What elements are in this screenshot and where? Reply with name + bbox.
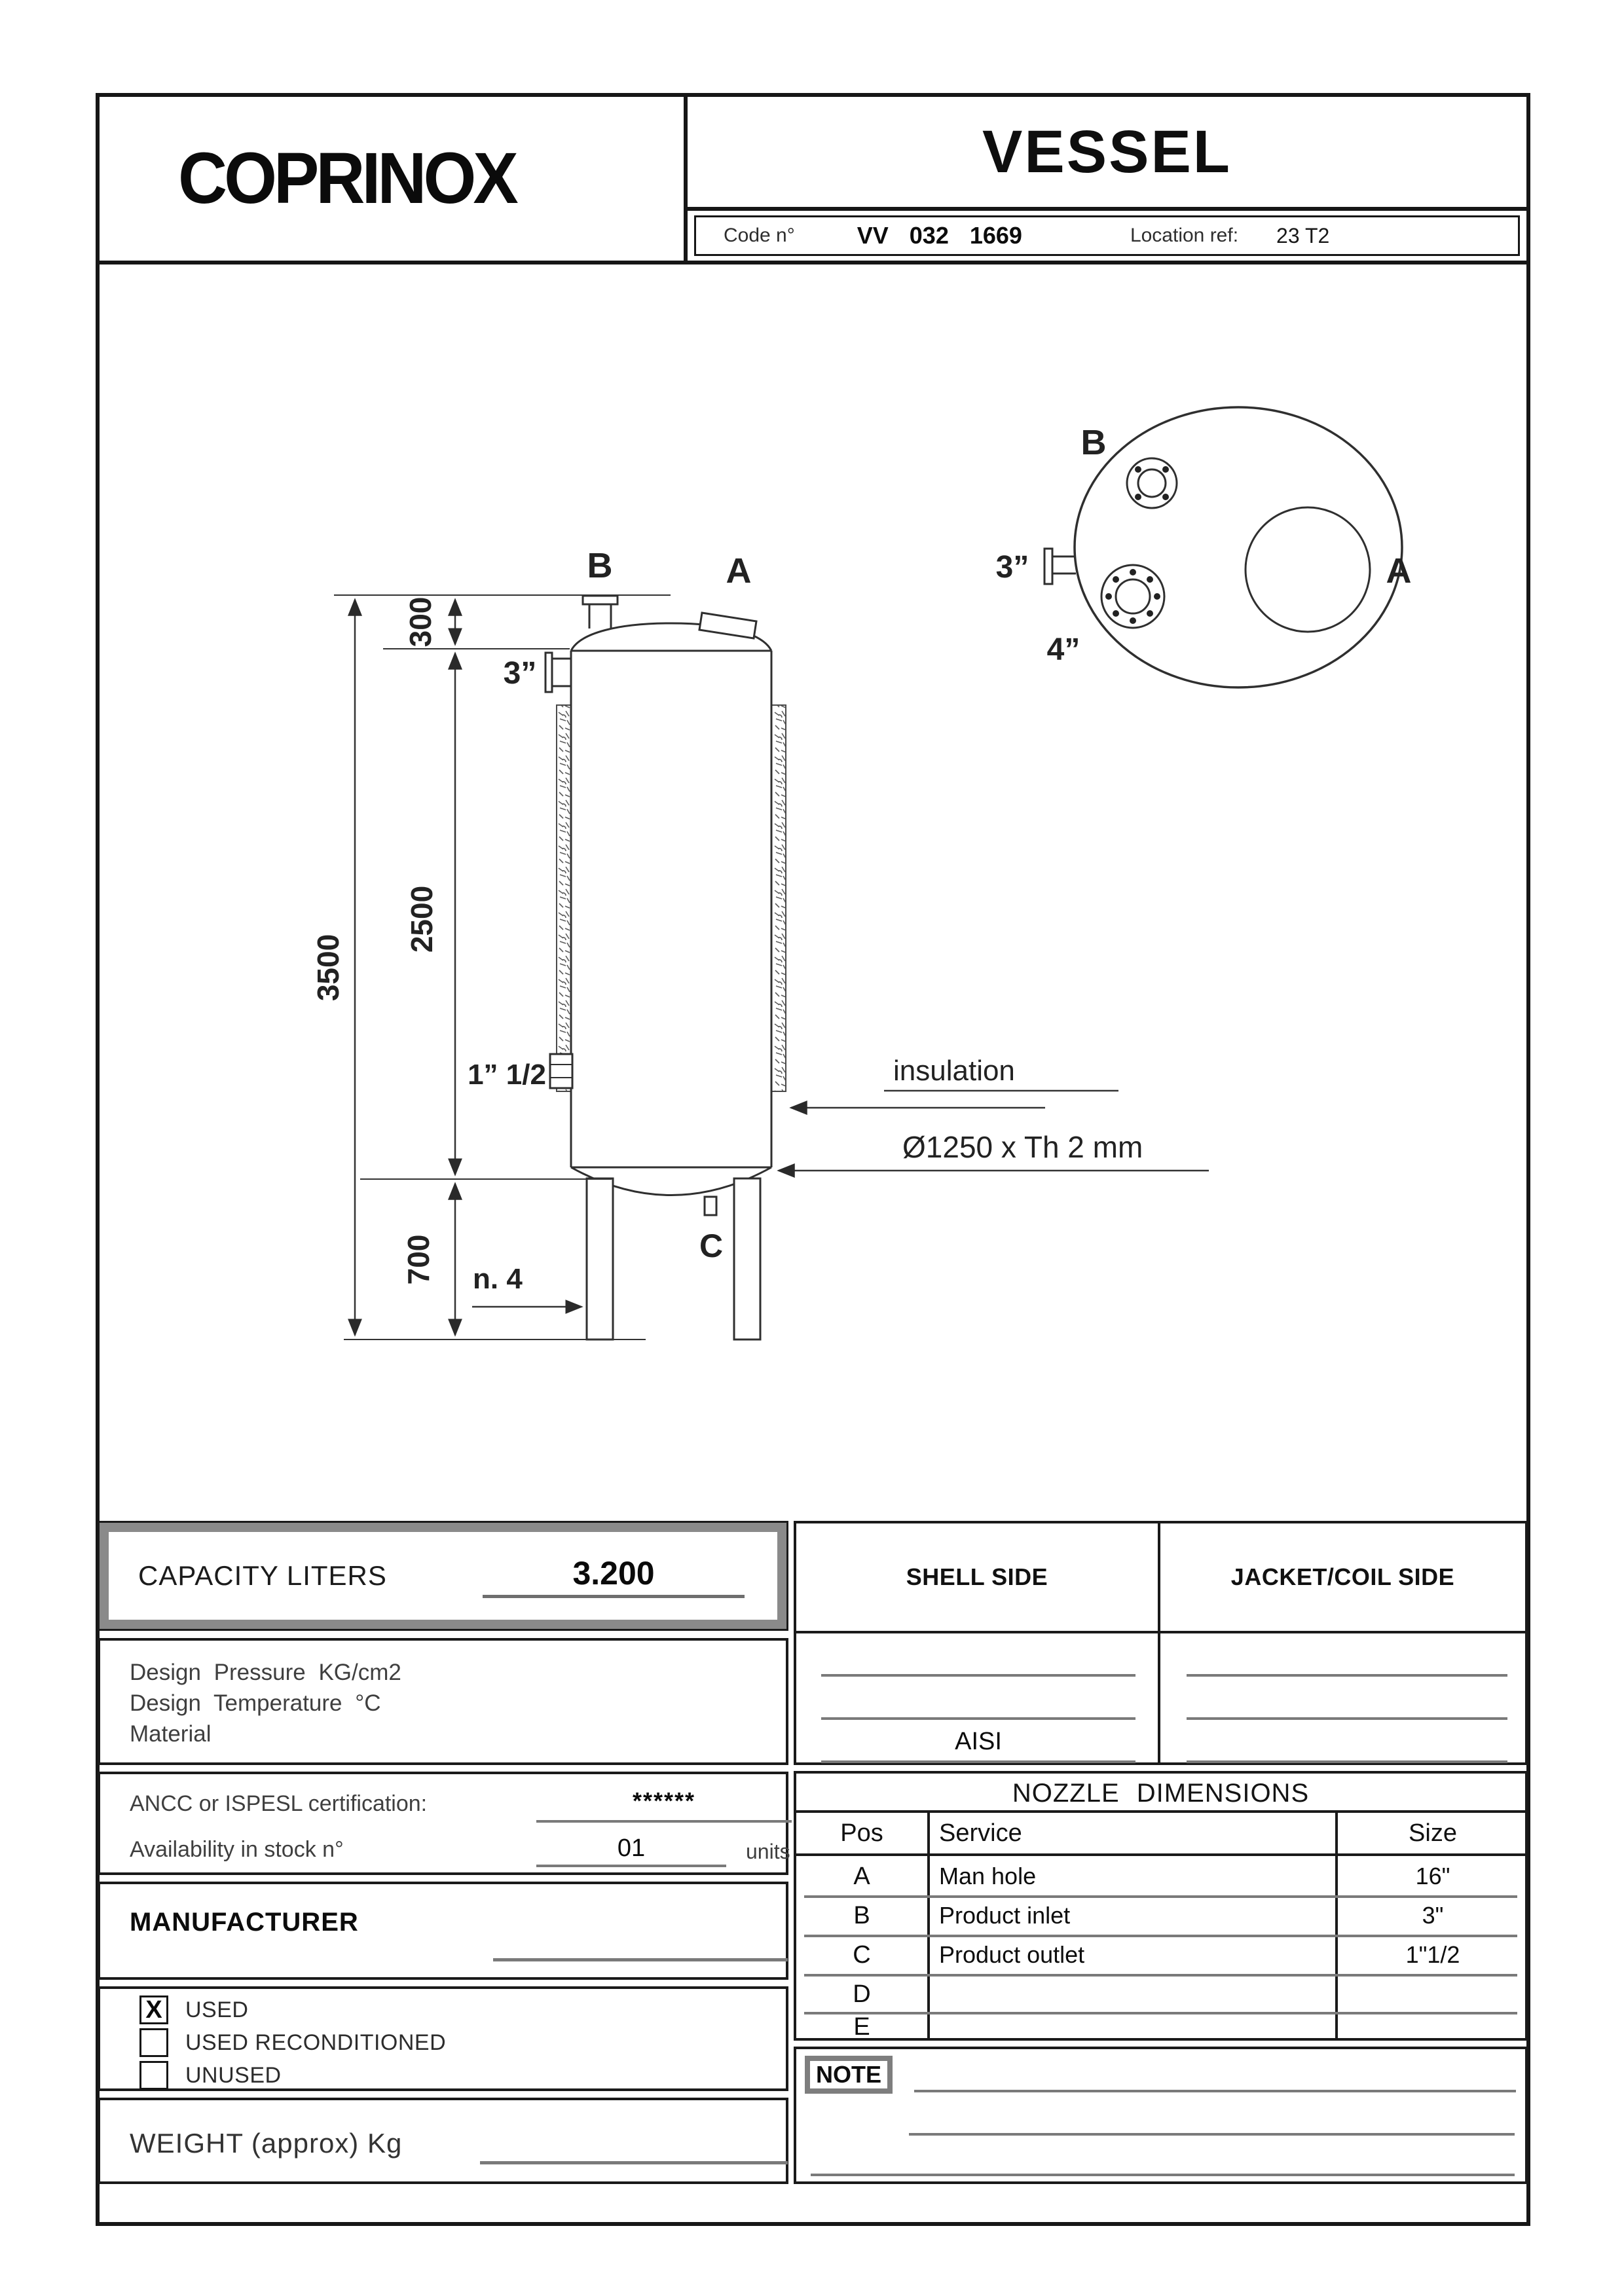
sides-table (794, 1521, 1528, 1765)
page-title: VESSEL (982, 118, 1232, 185)
condition-row-unused (139, 2061, 282, 2090)
jacket-pressure-line (1187, 1674, 1507, 1677)
certification-label: ANCC or ISPESL certification: (130, 1791, 428, 1816)
material-label: Material (130, 1721, 212, 1747)
nozzle-table-title: NOZZLE DIMENSIONS (1012, 1779, 1310, 1808)
vessel-leg-left (587, 1178, 613, 1339)
b-flange-bolts (1135, 466, 1169, 500)
design-temperature-label: Design Temperature °C (130, 1690, 381, 1716)
checkbox-unused-label: UNUSED (185, 2062, 282, 2088)
nozzle-row-size: 16" (1415, 1863, 1450, 1889)
capacity-box (98, 1521, 788, 1631)
checkbox-used-reconditioned[interactable] (139, 2028, 168, 2057)
certification-fill-line (536, 1820, 792, 1823)
insulation-strip-right (771, 705, 786, 1091)
condition-box (98, 1986, 788, 2091)
condition-row-used (139, 1995, 248, 2024)
weight-box (98, 2098, 788, 2184)
manufacturer-label: MANUFACTURER (130, 1908, 359, 1937)
vessel-leg-right (734, 1178, 760, 1339)
checkbox-used-reconditioned-label: USED RECONDITIONED (185, 2030, 447, 2055)
dim-700-label: 700 (401, 1234, 435, 1285)
note-label: NOTE (805, 2056, 893, 2094)
note-line-1 (914, 2090, 1516, 2092)
nozzle-row-pos: A (853, 1863, 870, 1890)
dim-2500-label: 2500 (405, 885, 439, 953)
location-ref-label: Location ref: (1130, 225, 1239, 246)
capacity-inner (109, 1532, 777, 1620)
checkbox-used-label: USED (185, 1997, 249, 2022)
nozzle-row-pos: E (853, 2013, 870, 2041)
four-inch-flange-bolts (1105, 569, 1160, 624)
stock-label: Availability in stock n° (130, 1837, 344, 1862)
nozzle-row-service (939, 1979, 1319, 2009)
jacket-temperature-line (1187, 1717, 1507, 1720)
top-view-labels (996, 423, 1412, 667)
nozzle-row-service: Man hole (939, 1863, 1037, 1889)
nozzle-row-service (939, 2012, 1319, 2042)
shell-side-header: SHELL SIDE (906, 1563, 1048, 1590)
stock-value: 01 (617, 1834, 646, 1862)
nozzle-1half-coupling (550, 1054, 572, 1088)
shell-pressure-line (821, 1674, 1135, 1677)
nozzle-row-size: 1"1/2 (1405, 1941, 1460, 1968)
nozzle-row-size (1338, 1979, 1528, 2009)
nozzle-col-service: Service (939, 1819, 1022, 1847)
checkbox-unused[interactable] (139, 2061, 168, 2090)
code-label: Code n° (724, 225, 795, 246)
nozzle-b-flange (583, 596, 618, 604)
nozzle-row-pos: D (853, 1980, 871, 2008)
insulation-label: insulation (893, 1055, 1015, 1087)
nozzle-row-size (1338, 2012, 1528, 2042)
legs-count-label: n. 4 (473, 1263, 523, 1295)
sides-header-divider (796, 1631, 1525, 1633)
checkbox-used[interactable]: X (139, 1995, 168, 2024)
nozzle-4in-label-top: 4” (1046, 632, 1080, 667)
manufacturer-box (98, 1882, 788, 1980)
manhole-a-top (1246, 507, 1370, 632)
nozzle-b-label-top: B (1080, 423, 1107, 462)
nozzle-1half-label: 1” 1/2 (468, 1059, 546, 1091)
side-view-labels (311, 546, 1143, 1295)
nozzle-c-label: C (699, 1228, 724, 1264)
diameter-label: Ø1250 x Th 2 mm (902, 1130, 1143, 1164)
shell-temperature-line (821, 1717, 1135, 1720)
code-inner-box (694, 215, 1520, 256)
design-parameters-box (98, 1638, 788, 1765)
nozzle-dimensions-table (794, 1771, 1528, 2041)
title-cell (684, 93, 1530, 211)
manhole-a-side (699, 613, 756, 638)
location-ref-value: 23 T2 (1276, 223, 1330, 247)
head-outline (1075, 407, 1402, 687)
insulation-strip-left (557, 705, 571, 1091)
logo-cell (96, 93, 688, 264)
shell-material-value: AISI (955, 1728, 1002, 1755)
weight-fill-line (480, 2161, 788, 2164)
condition-row-used-reconditioned (139, 2028, 446, 2057)
code-value: VV 032 1669 (857, 222, 1022, 249)
nozzle-3in-label-side: 3” (503, 656, 537, 691)
nozzle-row-service: Product outlet (939, 1941, 1085, 1968)
note-line-2 (909, 2133, 1515, 2136)
stock-units-label: units (746, 1840, 790, 1863)
nozzle-3in-flange-top (1044, 549, 1052, 584)
coprinox-logo: COPRINOX (178, 137, 515, 219)
nozzle-c-stub (705, 1197, 716, 1215)
capacity-label: CAPACITY LITERS (138, 1560, 387, 1591)
jacket-material-line (1187, 1760, 1507, 1763)
nozzle-col-pos: Pos (840, 1819, 883, 1847)
sides-column-divider (1158, 1523, 1160, 1762)
manhole-a-label-side: A (726, 551, 752, 591)
shell-material-line (821, 1760, 1135, 1763)
nozzle-3in-label-top: 3” (995, 550, 1029, 585)
manufacturer-fill-line (493, 1958, 788, 1961)
note-box (794, 2047, 1528, 2184)
nozzle-row-pos: B (853, 1902, 870, 1929)
vessel-technical-drawing (96, 264, 1530, 1521)
certification-box (98, 1772, 788, 1875)
nozzle-b-label-side: B (587, 546, 613, 585)
nozzle-row-size: 3" (1422, 1902, 1444, 1929)
capacity-value: 3.200 (483, 1554, 745, 1598)
nozzle-col-size: Size (1409, 1819, 1457, 1847)
dim-3500-label: 3500 (311, 934, 345, 1002)
weight-label: WEIGHT (approx) Kg (130, 2128, 403, 2159)
nozzle-row-service: Product inlet (939, 1902, 1071, 1929)
nozzle-3in-flange-side (545, 653, 552, 692)
code-row (684, 207, 1530, 264)
nozzle-row-pos: C (853, 1941, 871, 1969)
stock-fill-line (536, 1865, 726, 1867)
jacket-side-header: JACKET/COIL SIDE (1230, 1563, 1455, 1590)
side-view (545, 596, 786, 1339)
design-pressure-label: Design Pressure KG/cm2 (130, 1660, 401, 1685)
manhole-a-label-top: A (1386, 551, 1412, 591)
dim-300-label: 300 (403, 596, 437, 647)
note-line-3 (811, 2174, 1515, 2176)
certification-value: ****** (632, 1787, 696, 1814)
